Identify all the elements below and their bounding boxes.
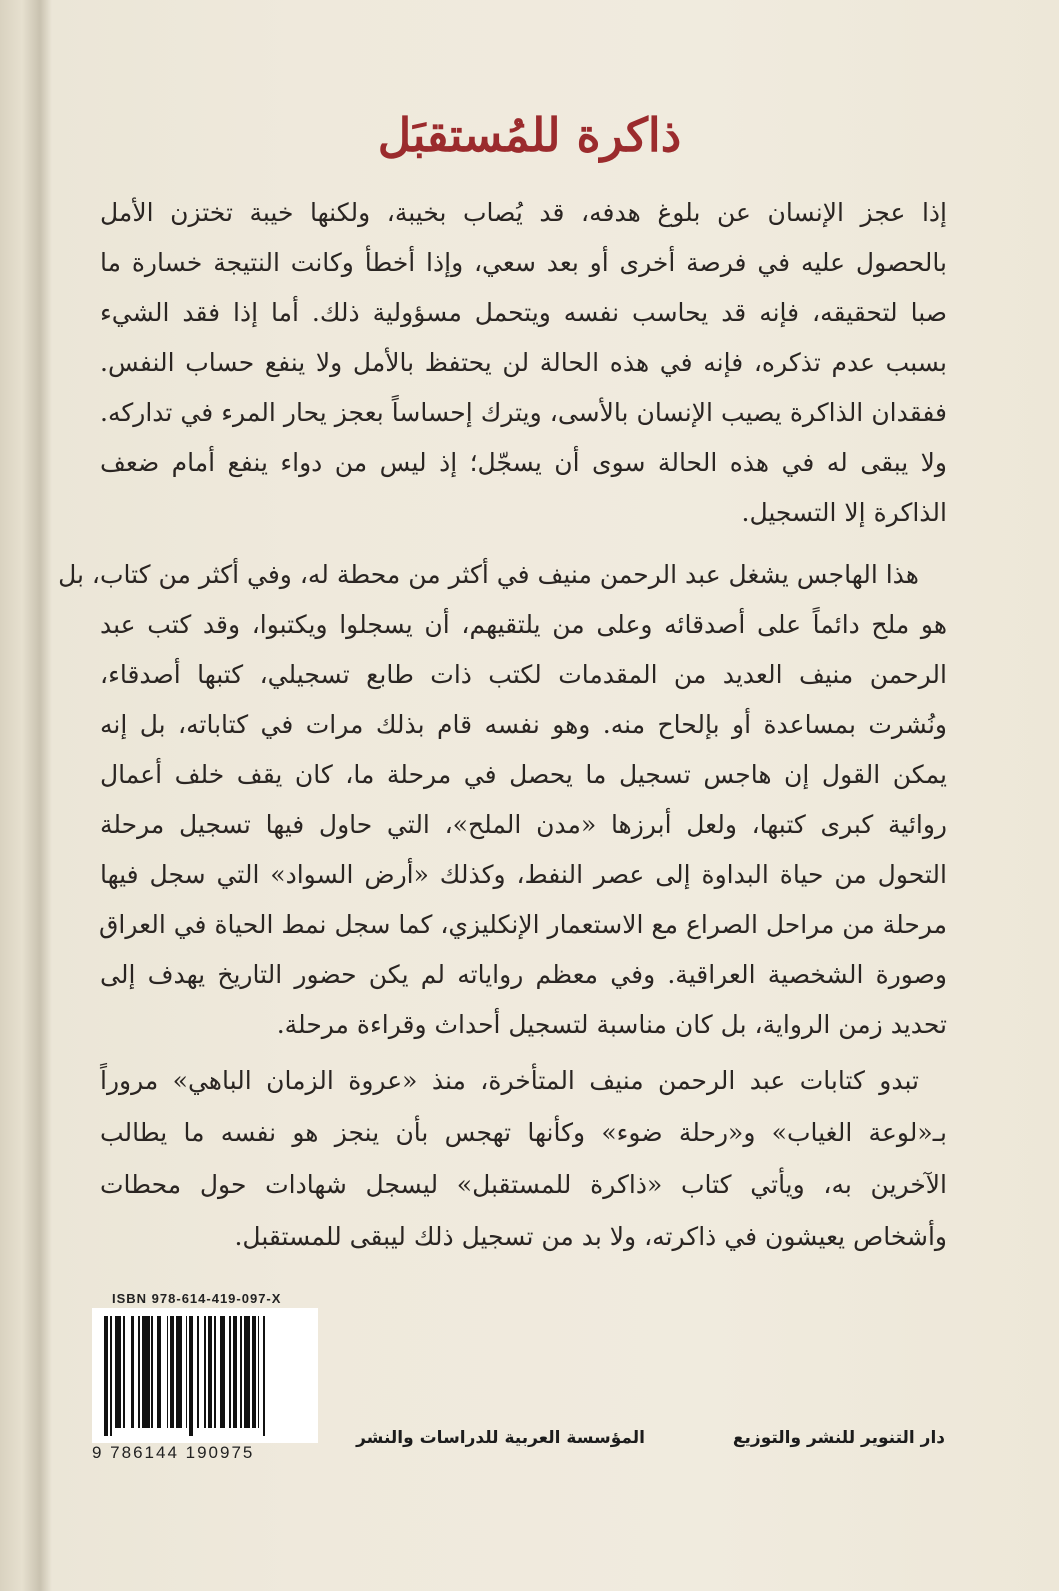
- text-line: تحديد زمن الرواية، بل كان مناسبة لتسجيل أحداث وقراءة مرحلة.: [276, 1010, 947, 1039]
- paragraph-3: [100, 1055, 947, 1263]
- barcode-bar: [123, 1316, 125, 1428]
- barcode-bar: [151, 1316, 153, 1428]
- paragraph-1: [100, 188, 947, 538]
- barcode-bar: [104, 1316, 108, 1436]
- barcode-bar: [240, 1316, 242, 1428]
- barcode-bar: [197, 1316, 199, 1428]
- text-line: ففقدان الذاكرة يصيب الإنسان بالأسى، ويترك إحساساً بعجز يحار المرء في تداركه.: [100, 398, 947, 427]
- text-line: الآخرين به، ويأتي كتاب «ذاكرة للمستقبل» ليسجل شهادات حول محطات: [100, 1170, 947, 1199]
- barcode-bar: [142, 1316, 150, 1428]
- barcode-bar: [214, 1316, 216, 1428]
- barcode-bars: [104, 1316, 304, 1434]
- publisher-dar-altanweer: دار التنوير للنشر والتوزيع: [732, 1428, 945, 1448]
- barcode-bar: [138, 1316, 140, 1428]
- barcode-bar: [189, 1316, 193, 1436]
- text-line: بـ«لوعة الغياب» و«رحلة ضوء» وكأنها تهجس بأن ينجز هو نفسه ما يطالب: [100, 1118, 947, 1147]
- barcode: [92, 1308, 318, 1443]
- barcode-bar: [244, 1316, 250, 1428]
- book-title: ذاكرة للمُستقبَل: [377, 108, 682, 162]
- text-line: هو ملح دائماً على أصدقائه وعلى من يلتقيهم، أن يسجلوا ويكتبوا، وقد كتب عبد: [100, 610, 947, 639]
- barcode-bar: [167, 1316, 169, 1428]
- text-line: وصورة الشخصية العراقية. وفي معظم رواياته لم يكن حضور التاريخ يهدف إلى: [100, 960, 947, 989]
- text-line: بسبب عدم تذكره، فإنه في هذه الحالة لن يحتفظ بالأمل ولا ينفع حساب النفس.: [100, 348, 947, 377]
- publisher-arab-institute: المؤسسة العربية للدراسات والنشر: [356, 1428, 645, 1448]
- barcode-digits: 9 786144 190975: [92, 1443, 255, 1462]
- text-line: تبدو كتابات عبد الرحمن منيف المتأخرة، منذ «عروة الزمان الباهي» مروراً: [100, 1066, 919, 1095]
- barcode-bar: [220, 1316, 226, 1428]
- barcode-bar: [176, 1316, 182, 1428]
- barcode-bar: [208, 1316, 212, 1428]
- barcode-bar: [170, 1316, 174, 1428]
- text-line: مرحلة من مراحل الصراع مع الاستعمار الإنكليزي، كما سجل نمط الحياة في العراق: [99, 910, 947, 939]
- text-line: الذاكرة إلا التسجيل.: [741, 498, 947, 527]
- barcode-bar: [157, 1316, 161, 1428]
- text-line: التحول من حياة البداوة إلى عصر النفط، وكذلك «أرض السواد» التي سجل فيها: [100, 860, 947, 889]
- text-line: صبا لتحقيقه، فإنه قد يحاسب نفسه ويتحمل مسؤولية ذلك. أما إذا فقد الشيء: [100, 298, 947, 327]
- text-line: بالحصول عليه في فرصة أخرى أو بعد سعي، وإذا أخطأ وكانت النتيجة خسارة ما: [100, 248, 947, 277]
- barcode-bar: [115, 1316, 121, 1428]
- barcode-bar: [186, 1316, 188, 1428]
- text-line: إذا عجز الإنسان عن بلوغ هدفه، قد يُصاب بخيبة، ولكنها خيبة تختزن الأمل: [100, 198, 947, 227]
- text-line: روائية كبرى كتبها، ولعل أبرزها «مدن الملح»، التي حاول فيها تسجيل مرحلة: [100, 810, 947, 839]
- text-line: ولا يبقى له في هذه الحالة سوى أن يسجّل؛ إذ ليس من دواء ينفع أمام ضعف: [100, 448, 947, 477]
- text-line: هذا الهاجس يشغل عبد الرحمن منيف في أكثر من محطة له، وفي أكثر من كتاب، بل: [58, 560, 919, 589]
- paragraph-2: [58, 550, 947, 1050]
- barcode-bar: [252, 1316, 256, 1428]
- isbn-label: ISBN 978-614-419-097-X: [112, 1291, 282, 1306]
- barcode-bar: [233, 1316, 237, 1428]
- barcode-bar: [204, 1316, 206, 1428]
- barcode-bar: [263, 1316, 265, 1436]
- barcode-bar: [258, 1316, 260, 1428]
- barcode-bar: [110, 1316, 112, 1436]
- text-line: ونُشرت بمساعدة أو بإلحاح منه. وهو نفسه قام بذلك مرات في كتاباته، بل إنه: [100, 710, 947, 739]
- barcode-bar: [131, 1316, 135, 1428]
- text-line: الرحمن منيف العديد من المقدمات لكتب ذات طابع تسجيلي، كتبها أصدقاء،: [100, 660, 947, 689]
- barcode-bar: [229, 1316, 231, 1428]
- text-line: وأشخاص يعيشون في ذاكرته، ولا بد من تسجيل ذلك ليبقى للمستقبل.: [234, 1222, 947, 1251]
- text-line: يمكن القول إن هاجس تسجيل ما يحصل في مرحلة ما، كان يقف خلف أعمال: [100, 760, 947, 789]
